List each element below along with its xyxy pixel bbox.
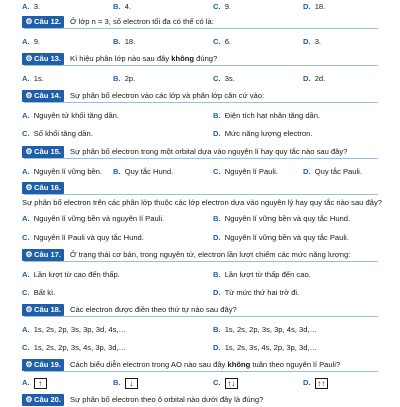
options-row-16b xyxy=(0,232,400,244)
option-b[interactable]: B. Điện tích hạt nhân tăng dần. xyxy=(213,111,321,120)
question-20-header xyxy=(0,393,400,407)
divider xyxy=(24,316,378,317)
options-row-14a xyxy=(0,110,400,122)
gear-icon: ⚙ xyxy=(25,305,33,314)
question-badge: ⚙Câu 17. xyxy=(22,249,64,261)
gear-icon: ⚙ xyxy=(25,395,33,404)
option-a[interactable]: A. 9. xyxy=(22,37,41,46)
question-text: Các electron được điền theo thứ tự nào sau đây? xyxy=(70,305,237,314)
divider xyxy=(24,28,378,29)
options-row-15 xyxy=(0,166,400,178)
question-text: Ở lớp n = 3, số electron tối đa có thể có là: xyxy=(70,17,214,26)
question-badge: ⚙Câu 19. xyxy=(22,359,64,371)
question-text: Sự phân bố electron vào các lớp và phân lớp căn cứ vào: xyxy=(70,91,265,100)
option-d[interactable]: D. Nguyên lí vững bền và quy tắc Pauli. xyxy=(213,233,349,242)
option-b[interactable]: B. 1s, 2s, 2p, 3s, 3p, 4s, 3d,… xyxy=(213,325,318,334)
option-c[interactable]: C. 3s. xyxy=(213,74,235,83)
gear-icon: ⚙ xyxy=(25,17,33,26)
option-d[interactable]: D. 1s, 2s, 3s, 4s, 2p, 3p, 3d,… xyxy=(213,343,318,352)
question-text: Sự phân bố electron theo ô orbital nào dưới đây là đúng? xyxy=(70,395,264,404)
question-badge: ⚙Câu 18. xyxy=(22,304,64,316)
options-row-12 xyxy=(0,36,400,48)
options-row-18a xyxy=(0,324,400,336)
option-a[interactable]: A. Nguyên lí vững bền và nguyên lí Pauli. xyxy=(22,214,165,223)
question-13-header xyxy=(0,52,400,66)
divider xyxy=(24,371,378,372)
orbital-box: ↑↑ xyxy=(315,378,328,389)
question-16-text: Sự phân bố electron trên các phân lớp thuộc các lớp electron dựa vào nguyên lý hay quy tắc nào sau đây? xyxy=(22,198,382,207)
divider xyxy=(24,65,378,66)
gear-icon: ⚙ xyxy=(25,147,33,156)
question-18-header xyxy=(0,303,400,317)
option-c[interactable]: C. Số khối tăng dần. xyxy=(22,129,93,138)
option-c[interactable]: C. Nguyên lí Pauli. xyxy=(213,167,278,176)
question-16-header xyxy=(0,181,400,195)
option-d[interactable]: D. ↑↑ xyxy=(303,377,328,389)
option-b[interactable]: B. Lần lượt từ thấp đến cao. xyxy=(213,270,311,279)
option-d[interactable]: D. Quy tắc Pauli. xyxy=(303,167,362,176)
gear-icon: ⚙ xyxy=(25,183,33,192)
option-b[interactable]: B. 4. xyxy=(113,2,132,11)
option-d[interactable]: D. 3. xyxy=(303,37,322,46)
options-row-16a xyxy=(0,213,400,225)
option-a[interactable]: A. 1s, 2s, 2p, 3s, 3p, 3d, 4s,… xyxy=(22,325,127,334)
gear-icon: ⚙ xyxy=(25,360,33,369)
options-row-13 xyxy=(0,73,400,85)
option-c[interactable]: C. Bất kì. xyxy=(22,288,56,297)
emphasis: không xyxy=(227,360,251,369)
question-text: Ở trạng thái cơ bản, trong nguyên tử, electron lần lượt chiếm các mức năng lượng: xyxy=(70,250,351,259)
option-d[interactable]: D. 18. xyxy=(303,2,326,11)
question-badge: ⚙Câu 14. xyxy=(22,90,64,102)
divider xyxy=(24,261,378,262)
option-c[interactable]: C. 6. xyxy=(213,37,232,46)
question-17-header xyxy=(0,248,400,262)
option-a[interactable]: A. 1s. xyxy=(22,74,44,83)
gear-icon: ⚙ xyxy=(25,250,33,259)
question-badge: ⚙Câu 12. xyxy=(22,16,64,28)
option-a[interactable]: A. ↑ xyxy=(22,377,47,389)
question-text: Cách biểu diễn electron trong AO nào sau đây không tuân theo nguyên lí Pauli? xyxy=(70,360,341,369)
options-row-17a xyxy=(0,269,400,281)
options-row-top xyxy=(0,1,400,13)
divider xyxy=(24,158,378,159)
option-b[interactable]: B. 18. xyxy=(113,37,136,46)
option-d[interactable]: D. Mức năng lượng electron. xyxy=(213,129,313,138)
options-row-17b xyxy=(0,287,400,299)
option-b[interactable]: B. Quy tắc Hund. xyxy=(113,167,174,176)
option-d[interactable]: D. 2d. xyxy=(303,74,326,83)
orbital-box: ↓ xyxy=(125,378,138,389)
question-15-header xyxy=(0,145,400,159)
option-a[interactable]: A. Nguyên lí vững bền. xyxy=(22,167,103,176)
option-c[interactable]: C. 1s, 2s, 2p, 3s, 4s, 3p, 3d,… xyxy=(22,343,127,352)
question-badge: ⚙Câu 20. xyxy=(22,394,64,406)
option-b[interactable]: B. 2p. xyxy=(113,74,136,83)
orbital-box: ↑ xyxy=(34,378,47,389)
orbital-box: ↑↓ xyxy=(225,378,238,389)
emphasis: không xyxy=(171,54,195,63)
divider xyxy=(24,102,378,103)
option-d[interactable]: D. Từ mức thứ hai trở đi. xyxy=(213,288,300,297)
question-text: Sự phân bố electron trong một orbital dựa vào nguyên lí hay quy tắc nào sau đây? xyxy=(70,147,348,156)
option-a[interactable]: A. 3. xyxy=(22,2,41,11)
option-a[interactable]: A. Lần lượt từ cao đến thấp. xyxy=(22,270,120,279)
question-14-header xyxy=(0,89,400,103)
gear-icon: ⚙ xyxy=(25,91,33,100)
options-row-19 xyxy=(0,377,400,389)
option-b[interactable]: B. ↓ xyxy=(113,377,138,389)
option-b[interactable]: B. Nguyên lí vững bền và quy tắc Hund. xyxy=(213,214,351,223)
question-badge: ⚙Câu 16. xyxy=(22,182,64,194)
option-c[interactable]: C. 9. xyxy=(213,2,232,11)
question-12-header xyxy=(0,15,400,29)
gear-icon: ⚙ xyxy=(25,54,33,63)
question-badge: ⚙Câu 13. xyxy=(22,53,64,65)
option-c[interactable]: C. ↑↓ xyxy=(213,377,238,389)
option-c[interactable]: C. Nguyên lí Pauli và quy tắc Hund. xyxy=(22,233,144,242)
divider xyxy=(24,194,378,195)
question-badge: ⚙Câu 15. xyxy=(22,146,64,158)
option-a[interactable]: A. Nguyên tử khối tăng dần. xyxy=(22,111,119,120)
options-row-14b xyxy=(0,128,400,140)
question-19-header xyxy=(0,358,400,372)
options-row-18b xyxy=(0,342,400,354)
question-text: Kí hiệu phân lớp nào sau đây không đúng? xyxy=(70,54,218,63)
